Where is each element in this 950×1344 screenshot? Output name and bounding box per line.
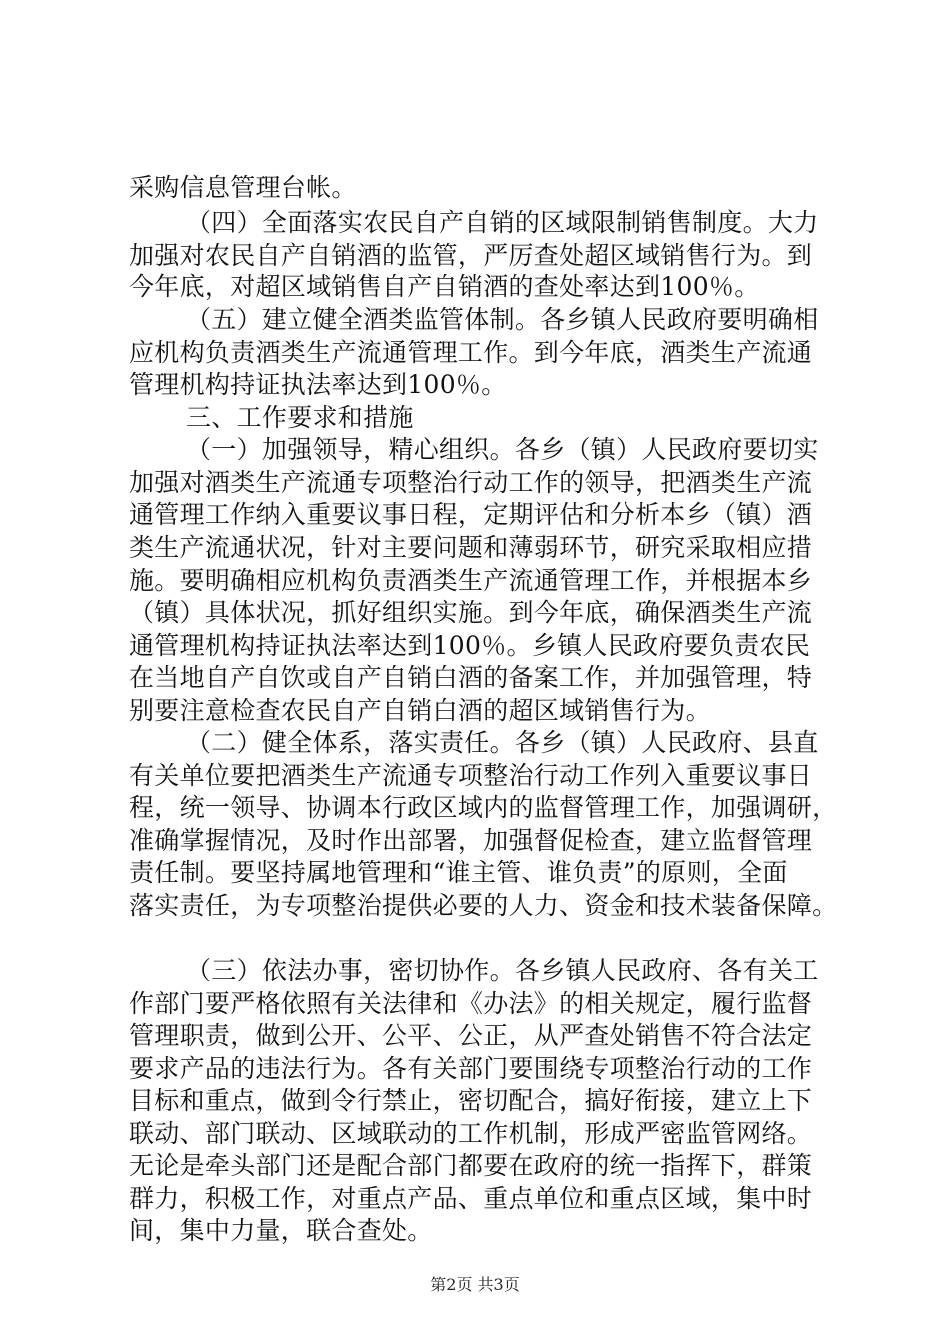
text-line: 无论是牵头部门还是配合部门都要在政府的统一指挥下，群策 bbox=[129, 1151, 813, 1180]
text-line: 目标和重点，做到令行禁止，密切配合，搞好衔接，建立上下 bbox=[129, 1086, 813, 1115]
text-line: 管理职责，做到公开、公平、公正，从严查处销售不符合法定 bbox=[129, 1021, 813, 1050]
text-line: 联动、部门联动、区域联动的工作机制，形成严密监管网络。 bbox=[129, 1119, 813, 1148]
text-line: 在当地自产自饮或自产自销白酒的备案工作，并加强管理，特 bbox=[129, 663, 813, 692]
text-line: 通管理机构持证执法率达到100％。乡镇人民政府要负责农民 bbox=[129, 631, 811, 660]
text-line: 施。要明确相应机构负责酒类生产流通管理工作，并根据本乡 bbox=[129, 566, 813, 595]
section-heading: 三、工作要求和措施 bbox=[186, 403, 414, 432]
text-line: 应机构负责酒类生产流通管理工作。到今年底，酒类生产流通 bbox=[129, 338, 813, 367]
text-line: 类生产流通状况，针对主要问题和薄弱环节，研究采取相应措 bbox=[129, 533, 813, 562]
text-line: 作部门要严格依照有关法律和《办法》的相关规定，履行监督 bbox=[129, 989, 813, 1018]
paragraph-1-start: （一）加强领导，精心组织。各乡（镇）人民政府要切实 bbox=[186, 435, 819, 464]
text-line: 采购信息管理台帐。 bbox=[129, 173, 357, 202]
text-line: 程，统一领导、协调本行政区域内的监督管理工作，加强调研， bbox=[129, 793, 838, 822]
paragraph-4-start: （四）全面落实农民自产自销的区域限制销售制度。大力 bbox=[186, 208, 819, 237]
text-line: 通管理工作纳入重要议事日程，定期评估和分析本乡（镇）酒 bbox=[129, 500, 813, 529]
text-line: 加强对农民自产自销酒的监管，严厉查处超区域销售行为。到 bbox=[129, 241, 813, 270]
text-line: 群力，积极工作，对重点产品、重点单位和重点区域，集中时 bbox=[129, 1184, 813, 1213]
text-line: 管理机构持证执法率达到100％。 bbox=[129, 370, 507, 399]
text-line: 有关单位要把酒类生产流通专项整治行动工作列入重要议事日 bbox=[129, 761, 813, 790]
text-line: 今年底，对超区域销售自产自销酒的查处率达到100％。 bbox=[129, 272, 760, 301]
paragraph-5-start: （五）建立健全酒类监管体制。各乡镇人民政府要明确相 bbox=[186, 305, 819, 334]
text-line: 要求产品的违法行为。各有关部门要围绕专项整治行动的工作 bbox=[129, 1054, 813, 1083]
text-line: 间，集中力量，联合查处。 bbox=[129, 1216, 433, 1245]
text-line: 别要注意检查农民自产自销白酒的超区域销售行为。 bbox=[129, 696, 711, 725]
text-line: （镇）具体状况，抓好组织实施。到今年底，确保酒类生产流 bbox=[129, 598, 813, 627]
text-line: 加强对酒类生产流通专项整治行动工作的领导，把酒类生产流 bbox=[129, 468, 813, 497]
text-line: 落实责任，为专项整治提供必要的人力、资金和技术装备保障。 bbox=[129, 891, 838, 920]
page-number-footer: 第2页 共3页 bbox=[430, 1275, 520, 1294]
paragraph-3-start: （三）依法办事，密切协作。各乡镇人民政府、各有关工 bbox=[186, 956, 819, 985]
text-line: 准确掌握情况，及时作出部署，加强督促检查，建立监督管理 bbox=[129, 826, 813, 855]
text-line: 责任制。要坚持属地管理和“谁主管、谁负责”的原则，全面 bbox=[129, 858, 788, 887]
paragraph-2-start: （二）健全体系，落实责任。各乡（镇）人民政府、县直 bbox=[186, 728, 819, 757]
